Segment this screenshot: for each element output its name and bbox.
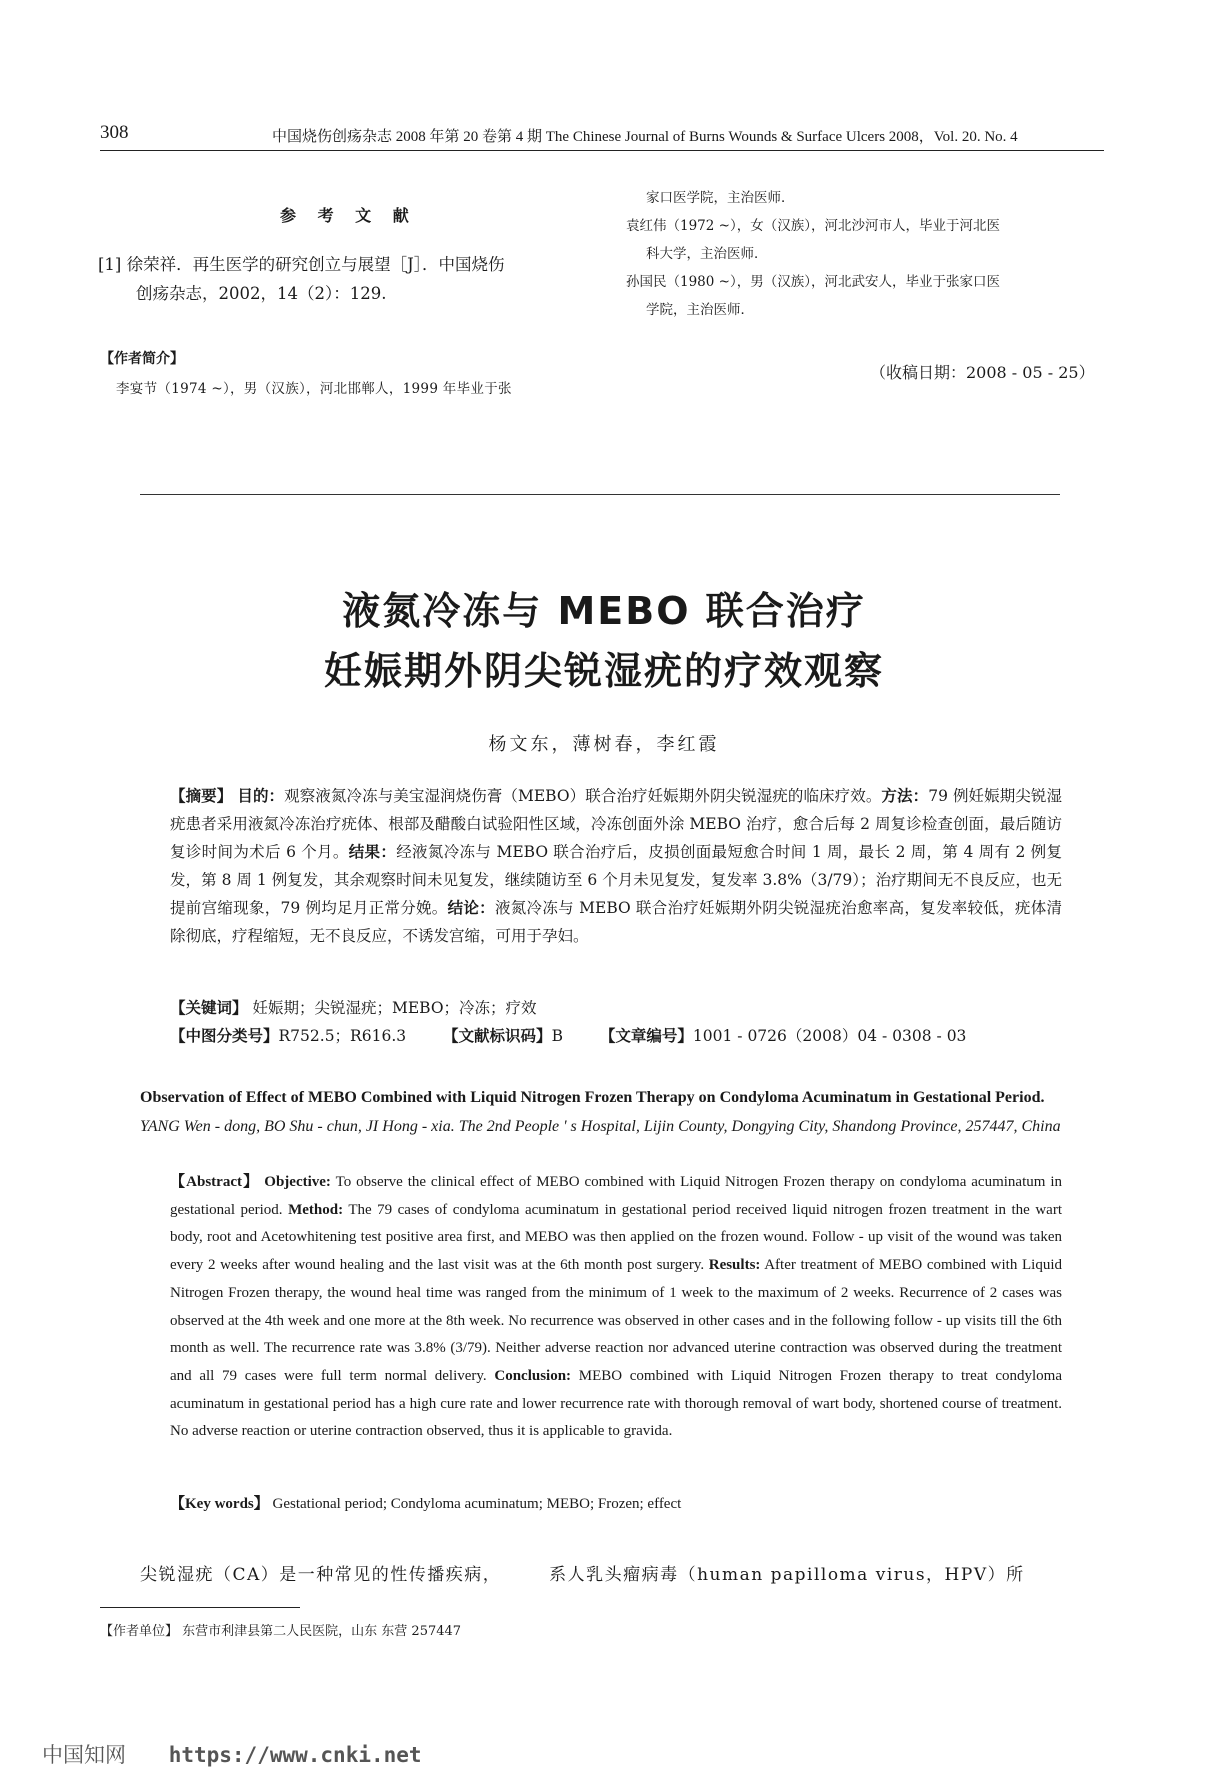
- reference-item: [98, 250, 588, 308]
- en-objective-text: To observe the clinical effect of MEBO combined with Liquid Nitrogen Frozen therapy on condyloma acuminatum in gestational period.: [170, 1174, 1063, 1218]
- received-date: （收稿日期：2008 - 05 - 25）: [870, 363, 1095, 382]
- english-abstract: [140, 1169, 1062, 1446]
- author-intro-continued: [626, 184, 1106, 324]
- en-keywords-label: 【Key words】: [170, 1496, 269, 1512]
- article-number-label: 【文章编号】: [599, 1026, 693, 1045]
- author-intro-line: 学院，主治医师．: [646, 302, 754, 318]
- footnote-label: 【作者单位】: [100, 1624, 179, 1639]
- body-first-line: [140, 1560, 1105, 1585]
- reference-line-2: 创疡杂志，2002，14（2）：129.: [136, 284, 387, 303]
- author-intro-label: 【作者简介】: [100, 351, 184, 367]
- chinese-abstract: [140, 782, 1062, 950]
- author-intro-text: 李宴节（1974 ~），男（汉族），河北邯郸人，1999 年毕业于张: [116, 381, 512, 397]
- author-intro-line: 袁红伟（1972 ~），女（汉族），河北沙河市人，毕业于河北医: [626, 218, 1000, 234]
- results-label: 结果：: [348, 842, 397, 861]
- en-abstract-label: 【Abstract】: [170, 1174, 260, 1190]
- watermark-cn: 中国知网: [42, 1743, 126, 1767]
- footnote: [100, 1620, 461, 1639]
- chinese-keywords: [170, 996, 537, 1018]
- reference-line-1: [1] 徐荣祥．再生医学的研究创立与展望［J］．中国烧伤: [98, 255, 505, 274]
- objective-text: 观察液氮冷冻与美宝湿润烧伤膏（MEBO）联合治疗妊娠期外阴尖锐湿疣的临床疗效。: [284, 787, 882, 805]
- conclusion-text: 液氮冷冻与 MEBO 联合治疗妊娠期外阴尖锐湿疣治愈率高，复发率较低，疣体清除彻底，疗程缩短，无不良反应，不诱发宫缩，可用于孕妇。: [170, 899, 1062, 945]
- keywords-text: 妊娠期；尖锐湿疣；MEBO；冷冻；疗效: [252, 999, 537, 1017]
- footnote-rule: [100, 1607, 300, 1608]
- article-number-value: 1001 - 0726（2008）04 - 0308 - 03: [692, 1027, 967, 1045]
- english-keywords: [170, 1492, 681, 1513]
- references-title: 参 考 文 献: [280, 206, 417, 225]
- author-intro-line: 科大学，主治医师．: [646, 246, 768, 262]
- section-separator: [140, 494, 1060, 495]
- en-conclusion-text: MEBO combined with Liquid Nitrogen Frozen therapy to treat condyloma acuminatum in gestational period has a high cure rate and lower recurrence rate with thorough removal of wart body, shortened course of treatment. No adverse reaction or uterine contraction observed, thus it is applicable to gravida.: [170, 1367, 1062, 1440]
- en-results-text: After treatment of MEBO combined with Liquid Nitrogen Frozen therapy, the wound heal time was ranged from the minimum of 1 week to the maximum of 2 weeks. Recurrence of 2 cases was observed at the 4th week and one more at the 8th week. No recurrence was observed in other cases and in the following follow - up visits till the 6th month as well. The recurrence rate was 3.8% (3/79). Neither adverse reaction nor advanced uterine contraction was observed during the treatment and all 79 cases were full term normal delivery.: [170, 1257, 1062, 1384]
- author-intro-line: 孙国民（1980 ~），男（汉族），河北武安人，毕业于张家口医: [626, 274, 1000, 290]
- results-text: 经液氮冷冻与 MEBO 联合治疗后，皮损创面最短愈合时间 1 周，最长 2 周，第 4 周有 2 例复发，第 8 周 1 例复发，其余观察时间未见复发，继续随访至 6 个月未见复发，复发率 3.8%（3/79）；治疗期间无不良反应，也无提前宫缩现象，79 例均足月正常分娩。: [170, 843, 1062, 917]
- article-title-line-1: 液氮冷冻与 MEBO 联合治疗: [342, 589, 866, 633]
- english-title-block: [140, 1083, 1062, 1141]
- cnki-watermark: [42, 1739, 422, 1769]
- doc-code-label: 【文献标识码】: [443, 1026, 552, 1045]
- english-authors-affiliation: YANG Wen - dong, BO Shu - chun, JI Hong - xia. The 2nd People ' s Hospital, Lijin County, Dongying City, Shandong Province, 257447, China: [140, 1118, 1061, 1135]
- keywords-label: 【关键词】: [170, 998, 248, 1017]
- en-method-label: Method:: [288, 1201, 344, 1218]
- objective-label: 目的：: [237, 786, 285, 805]
- method-label: 方法：: [881, 786, 929, 805]
- body-text-right: 系人乳头瘤病毒（human papilloma virus，HPV）所: [549, 1565, 1025, 1585]
- doc-code-value: B: [551, 1027, 563, 1045]
- en-keywords-text: Gestational period; Condyloma acuminatum; MEBO; Frozen; effect: [272, 1496, 682, 1512]
- body-text-left: 尖锐湿疣（CA）是一种常见的性传播疾病，: [140, 1565, 502, 1585]
- footnote-text: 东营市利津县第二人民医院，山东 东营 257447: [182, 1624, 462, 1639]
- english-title: Observation of Effect of MEBO Combined with Liquid Nitrogen Frozen Therapy on Condyloma Acuminatum in Gestational Period.: [140, 1089, 1045, 1106]
- author-intro-line: 家口医学院，主治医师．: [646, 190, 795, 206]
- watermark-url: https://www.cnki.net: [168, 1743, 422, 1767]
- en-method-text: The 79 cases of condyloma acuminatum in gestational period received liquid nitrogen frozen treatment in the wart body, root and Acetowhitening test positive area first, and MEBO was then applied on the frozen wound. Follow - up visit of the wound was taken every 2 weeks after wound healing and the last visit was at the 6th month post surgery.: [170, 1201, 1062, 1274]
- method-text: 79 例妊娠期尖锐湿疣患者采用液氮冷冻治疗疣体、根部及醋酸白试验阳性区域，冷冻创面外涂 MEBO 治疗，愈合后每 2 周复诊检查创面，最后随访复诊时间为术后 6 个月。: [170, 787, 1062, 861]
- conclusion-label: 结论：: [447, 898, 495, 917]
- classification-line: [170, 1024, 998, 1046]
- article-authors: 杨文东，薄树春，李红霞: [488, 734, 720, 755]
- class-value: R752.5；R616.3: [278, 1027, 407, 1045]
- class-label: 【中图分类号】: [170, 1026, 279, 1045]
- abstract-label: 【摘要】: [170, 786, 233, 805]
- running-head: 中国烧伤创疡杂志 2008 年第 20 卷第 4 期 The Chinese Journal of Burns Wounds & Surface Ulcers 2008，Vol. 20. No. 4: [272, 129, 1018, 145]
- en-conclusion-label: Conclusion:: [494, 1367, 572, 1384]
- en-objective-label: Objective:: [264, 1174, 331, 1190]
- en-results-label: Results:: [708, 1257, 761, 1274]
- header-rule: [100, 150, 1104, 151]
- page-number: 308: [100, 122, 129, 143]
- article-title-line-2: 妊娠期外阴尖锐湿疣的疗效观察: [323, 649, 884, 693]
